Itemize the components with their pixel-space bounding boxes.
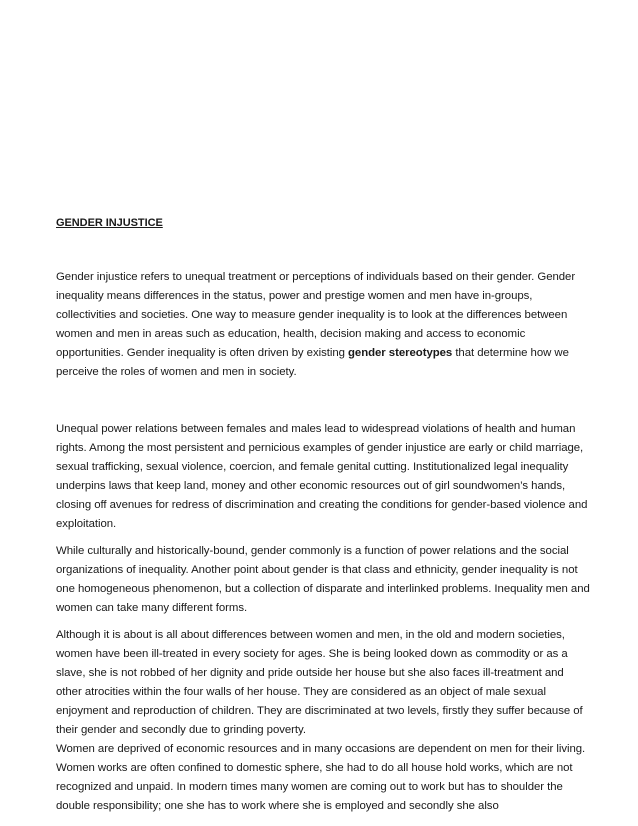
document-body	[56, 214, 590, 816]
paragraph-power-relations: Unequal power relations between females and males lead to widespread violations of health and human rights. Among the most persistent and pernicious examples of gender injustice are early or child marriage, sexual trafficking, sexual violence, coercion, and female genital cutting. Institutionalized legal inequality underpins laws that keep land, money and other economic resources out of girl soundwomen’s hands, closing off avenues for redress of discrimination and creating the conditions for gender-based violence and exploitation.	[56, 423, 588, 530]
paragraph-ill-treatment: Although it is about is all about differences between women and men, in the old and modern societies, women have been ill-treated in every society for ages. She is being looked down as commodity or as a slave, she is not robbed of her dignity and pride outside her house but she also faces ill-treatment and other atrocities within the four walls of her house. They are considered as an object of male sexual enjoyment and reproduction of children. They are discriminated at two levels, firstly they suffer because of their gender and secondly due to grinding poverty.	[56, 629, 583, 736]
paragraph-definition-text: Gender injustice refers to unequal treatment or perceptions of individuals based on their gender. Gender inequality means differences in the status, power and prestige women and men have in-groups, collectivities and societies. One way to measure gender inequality is to look at the differences between women and men in areas such as education, health, decision making and access to economic opportunities. Gender inequality is often driven by existing	[56, 271, 576, 359]
document-heading: GENDER INJUSTICE	[56, 217, 163, 229]
bold-term: gender stereotypes	[348, 347, 453, 359]
paragraph-definition	[56, 268, 590, 382]
paragraph-definition-tail: that determine how we perceive the roles of women and men in society.	[56, 347, 569, 378]
paragraph-economic: Women are deprived of economic resources and in many occasions are dependent on men for their living. Women works are often confined to domestic sphere, she had to do all house hold works, which are not recognized and unpaid. In modern times many women are coming out to work but has to shoulder the double responsibility; one she has to work where she is employed and secondly she also	[56, 743, 586, 812]
paragraph-cultural: While culturally and historically-bound, gender commonly is a function of power relations and the social organizations of inequality. Another point about gender is that class and ethnicity, gender inequality is not one homogeneous phenomenon, but a collection of disparate and interlinked problems. Inequality men and women can take many different forms.	[56, 545, 590, 614]
